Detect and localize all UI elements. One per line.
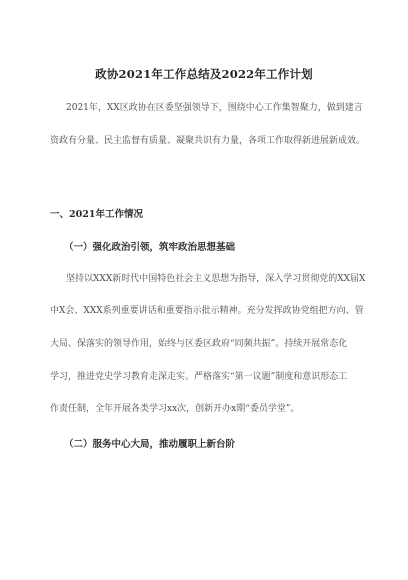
intro-line-2: 资政有分量、民主监督有质量、凝聚共识有力量，各项工作取得新进展新成效。 [50,136,366,146]
body-line-1: 坚持以XXX新时代中国特色社会主义思想为指导，深入学习贯彻党的XX届X [66,274,366,284]
body-line-2: 中X会、XXX系列重要讲话和重要指示批示精神。充分发挥政协党组把方向、管 [50,306,364,316]
body-line-5: 作责任制，全年开展各类学习xx次，创新开办x期“委员学堂”。 [50,404,300,414]
body-line-4: 学习，推进党史学习教育走深走实。严格落实“第一议题”制度和意识形态工 [50,372,348,382]
subsection-heading-service: （二）服务中心大局，推动履职上新台阶 [64,439,236,450]
body-line-3: 大局、保落实的领导作用，始终与区委区政府“同频共振”。持续开展常态化 [50,339,348,349]
subsection-heading-political: （一）强化政治引领，筑牢政治思想基础 [64,242,236,253]
section-heading-2021: 一、2021年工作情况 [50,209,143,220]
intro-line-1: 2021年，XX区政协在区委坚强领导下，围绕中心工作集智聚力，做到建言 [66,103,363,113]
document-title: 政协2021年工作总结及2022年工作计划 [95,67,313,81]
